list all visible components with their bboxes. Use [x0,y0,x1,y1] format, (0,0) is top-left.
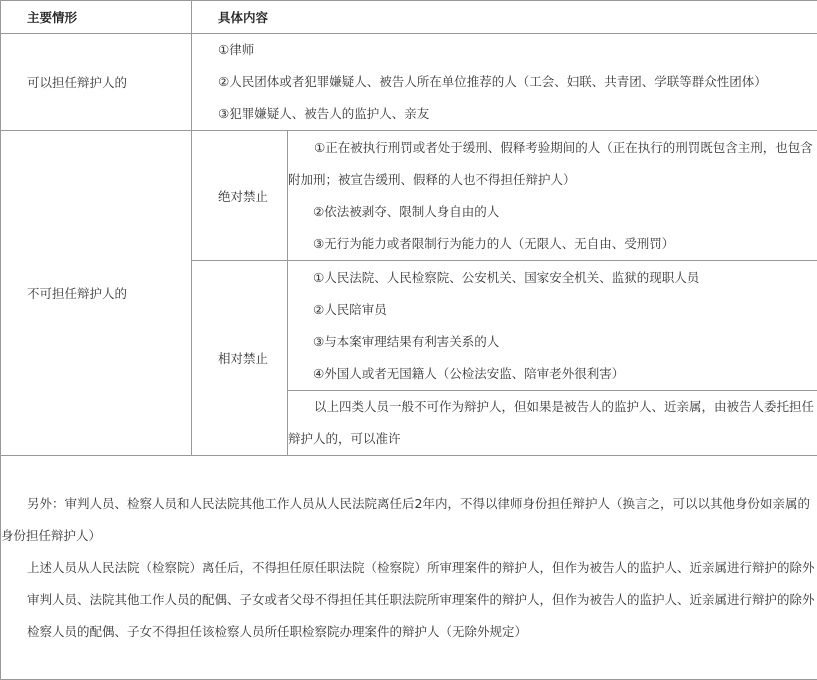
absolute-ban-content [288,131,817,261]
can-serve-content [192,34,817,131]
note-paragraph: 检察人员的配偶、子女不得担任该检察人员所任职检察院办理案件的辩护人（无除外规定） [1,616,815,648]
relative-ban-content [288,261,817,391]
relative-ban-note-cell [288,391,817,456]
relative-ban-label: 相对禁止 [192,261,288,456]
relative-ban-item: ②人民陪审员 [313,294,817,326]
notes-cell [1,456,817,680]
note-paragraph: 审判人员、法院其他工作人员的配偶、子女或者父母不得担任其任职法院所审理案件的辩护人，但作为被告人的监护人、近亲属进行辩护的除外 [1,584,815,616]
can-serve-item: ①律师 [218,34,817,66]
can-serve-item: ③犯罪嫌疑人、被告人的监护人、亲友 [218,98,817,130]
relative-ban-note: 以上四类人员一般不可作为辩护人，但如果是被告人的监护人、近亲属，由被告人委托担任辩护人的，可以准许 [288,391,817,455]
cannot-serve-label: 不可担任辩护人的 [1,131,192,456]
absolute-ban-label: 绝对禁止 [192,131,288,261]
can-serve-label: 可以担任辩护人的 [1,34,192,131]
header-content: 具体内容 [192,1,817,34]
absolute-ban-item: ①正在被执行刑罚或者处于缓刑、假释考验期间的人（正在执行的刑罚既包含主刑，也包含附加刑；被宣告缓刑、假释的人也不得担任辩护人） [288,132,817,196]
absolute-ban-item: ②依法被剥夺、限制人身自由的人 [288,196,817,228]
relative-ban-item: ④外国人或者无国籍人（公检法安监、陪审老外很利害） [313,358,817,390]
relative-ban-item: ③与本案审理结果有利害关系的人 [313,326,817,358]
header-situation: 主要情形 [1,1,192,34]
absolute-ban-item: ③无行为能力或者限制行为能力的人（无限人、无自由、受刑罚） [288,228,817,260]
note-paragraph: 另外：审判人员、检察人员和人民法院其他工作人员从人民法院离任后2年内，不得以律师身份担任辩护人（换言之，可以以其他身份如亲属的身份担任辩护人） [1,488,815,552]
relative-ban-item: ①人民法院、人民检察院、公安机关、国家安全机关、监狱的现职人员 [313,262,817,294]
note-paragraph: 上述人员从人民法院（检察院）离任后，不得担任原任职法院（检察院）所审理案件的辩护人，但作为被告人的监护人、近亲属进行辩护的除外 [1,552,815,584]
can-serve-item: ②人民团体或者犯罪嫌疑人、被告人所在单位推荐的人（工会、妇联、共青团、学联等群众性团体） [218,66,817,98]
